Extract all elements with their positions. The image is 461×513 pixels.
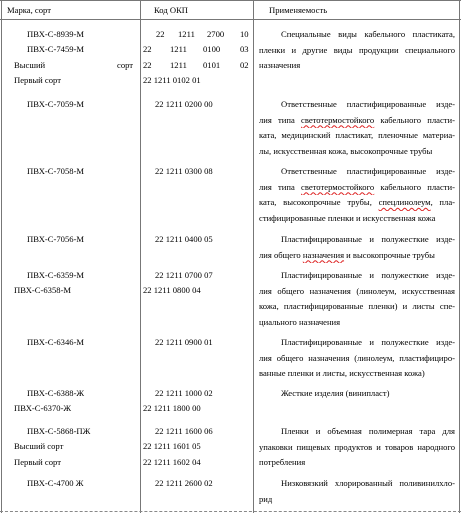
header-usage: Применяемость [269, 5, 328, 15]
okp-code-part: 0100 [203, 44, 221, 54]
mark-name: ПВХ-С-6388-Ж [27, 388, 85, 398]
okp-code: 22 1211 0800 04 [143, 285, 201, 295]
mark-name: ПВХ-С-6359-М [27, 270, 85, 280]
okp-code-part: 03 [240, 44, 249, 54]
okp-code-part: 2700 [207, 29, 225, 39]
usage-text: Жесткие изделия (винипласт) [281, 388, 390, 398]
usage-text: Ответственные пластифицированные изде- лия типа светотермостойкого кабельного пласти- ката, медицинский пластикат, пленочные материа- лы, искусственная кожа, высокопрочные трубы [259, 99, 455, 156]
table-border-right [459, 0, 460, 513]
mark-name: ПВХ-С-6346-М [27, 337, 85, 347]
mark-name: ПВХ-С-7058-М [27, 166, 85, 176]
okp-code: 22 1211 0700 07 [155, 270, 213, 280]
grade-name: Высший [14, 60, 46, 70]
okp-code-part: 10 [240, 29, 249, 39]
okp-code: 22 1211 2600 02 [155, 478, 213, 488]
column-divider-mark-code [140, 0, 141, 513]
okp-code-part: 0101 [203, 60, 221, 70]
okp-code-part: 1211 [178, 29, 195, 39]
mark-name: ПВХ-С-4700 Ж [27, 478, 84, 488]
header-okp-code: Код ОКП [154, 5, 189, 15]
table-border-bottom [0, 511, 461, 512]
okp-code-part: 02 [240, 60, 249, 70]
okp-code: 22 1211 0200 00 [155, 99, 213, 109]
grade-name: Высший сорт [14, 441, 64, 451]
header-divider [0, 19, 461, 20]
usage-text: Низковязкий хлорированный поливинилхло- рид [259, 478, 455, 504]
usage-text: Пластифицированные и полужесткие изде- лия общего назначения (линолеум, искусственная кожа, пластифицированные пленки) и листы спе- циального назначения [259, 270, 455, 327]
usage-text: Пластифицированные и полужесткие изде- лия общего назначения (линолеум, пластифициро- ванные пленки и листы, искусственная кожа) [259, 337, 455, 378]
grade-name: Первый сорт [14, 75, 61, 85]
usage-text: Пластифицированные и полужесткие изде- лия общего назначения и высокопрочные трубы [259, 234, 455, 260]
okp-code: 22 1211 1602 04 [143, 457, 201, 467]
mark-name: ПВХ-С-6358-М [14, 285, 72, 295]
usage-text: Пленки и объемная полимерная тара для упаковки пищевых продуктов и товаров народного потребления [259, 426, 455, 467]
okp-code: 22 1211 1600 06 [155, 426, 213, 436]
okp-code: 22 1211 0400 05 [155, 234, 213, 244]
okp-code: 22 1211 1800 00 [143, 403, 201, 413]
okp-code-part: 22 [156, 29, 165, 39]
okp-code: 22 1211 0102 01 [143, 75, 201, 85]
mark-name: ПВХ-С-7059-М [27, 99, 85, 109]
table-border-top [0, 0, 461, 1]
okp-code-part: 1211 [170, 44, 187, 54]
mark-name: ПВХ-С-6370-Ж [14, 403, 72, 413]
okp-code-part: 1211 [170, 60, 187, 70]
grade-name: Первый сорт [14, 457, 61, 467]
mark-name: ПВХ-С-5868-ПЖ [27, 426, 91, 436]
header-mark-grade: Марка, сорт [7, 5, 51, 15]
column-divider-code-usage [253, 0, 254, 513]
usage-text: Ответственные пластифицированные изде- лия типа светотермостойкого кабельного пласти- ката, высокопрочные трубы, спецлинолеум, пла- стифицированные пленки и искусственная кожа [259, 166, 455, 223]
okp-code: 22 1211 1601 05 [143, 441, 201, 451]
okp-code-part: 22 [143, 44, 152, 54]
grade-sort-word: сорт [117, 60, 134, 70]
mark-name: ПВХ-С-7459-М [27, 44, 85, 54]
mark-name: ПВХ-С-7056-М [27, 234, 85, 244]
okp-code: 22 1211 1000 02 [155, 388, 213, 398]
usage-text: Специальные виды кабельного пластиката, пленки и другие виды продукции специального назначения [259, 29, 455, 70]
okp-code-part: 22 [143, 60, 152, 70]
okp-code: 22 1211 0300 08 [155, 166, 213, 176]
okp-code: 22 1211 0900 01 [155, 337, 213, 347]
mark-name: ПВХ-С-8939-М [27, 29, 85, 39]
table-border-left [1, 0, 2, 513]
